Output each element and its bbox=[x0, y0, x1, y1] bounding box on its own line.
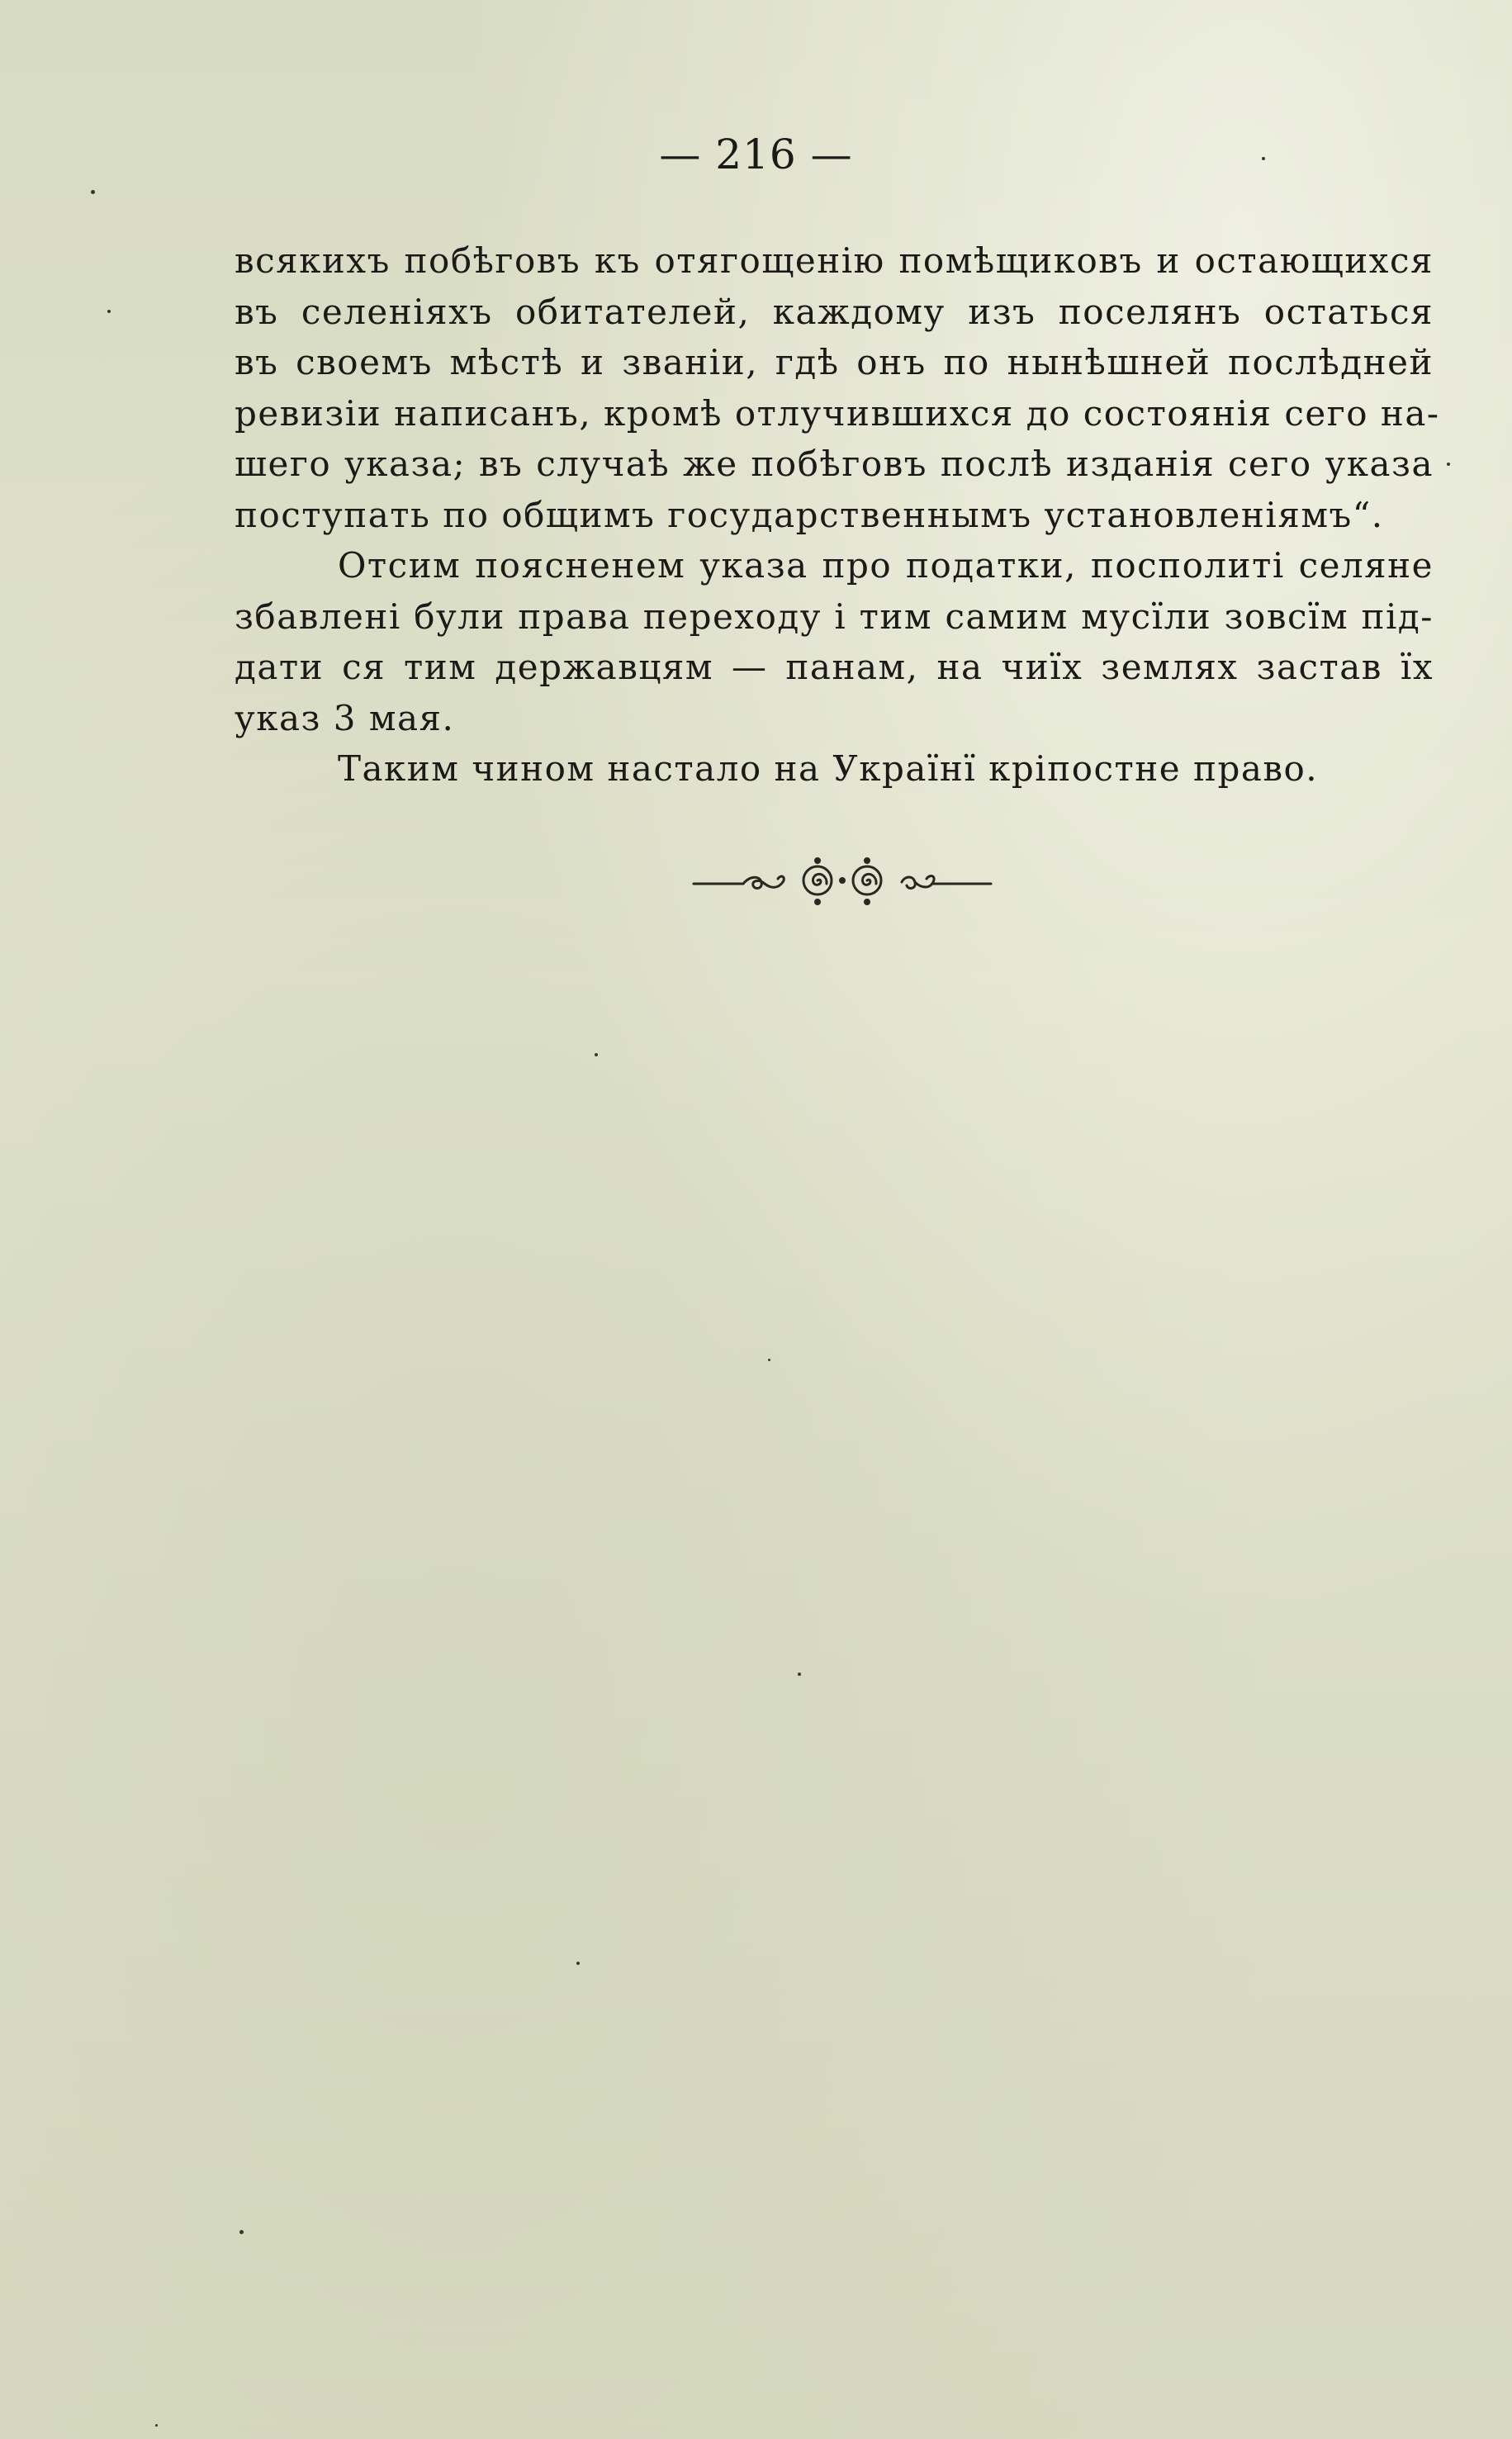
paragraph-start-line: Таким чином настало на Українї кріпостне право. bbox=[338, 748, 1319, 789]
body-text bbox=[235, 235, 1440, 795]
text-line: збавлені були права переходу і тим самим мусїли зовсїм під- bbox=[235, 596, 1434, 637]
text-line: указ 3 мая. bbox=[235, 697, 455, 738]
flourish-ornament-icon bbox=[685, 851, 999, 909]
text-line: всякихъ побѣговъ къ отягощенію помѣщиковъ и остающихся bbox=[235, 240, 1434, 281]
paper-speck bbox=[1262, 157, 1265, 160]
paper-speck bbox=[1447, 463, 1450, 466]
page-number: — 216 — bbox=[659, 130, 853, 178]
text-line: ревизіи написанъ, кромѣ отлучившихся до состоянія сего на- bbox=[235, 392, 1440, 434]
text-line: дати ся тим державцям — панам, на чиїх землях застав їх bbox=[235, 647, 1434, 687]
text-line: въ своемъ мѣстѣ и званіи, гдѣ онъ по нынѣшней послѣдней bbox=[235, 342, 1434, 382]
paper-speck bbox=[91, 190, 95, 194]
paragraph-start-line: Отсим поясненем указа про податки, посполиті селяне bbox=[338, 545, 1434, 586]
paper-speck bbox=[239, 2230, 244, 2234]
text-line: въ селеніяхъ обитателей, каждому изъ поселянъ остаться bbox=[235, 291, 1434, 332]
paper-speck bbox=[595, 1053, 598, 1056]
paper-speck bbox=[107, 310, 111, 313]
paper-speck bbox=[768, 1359, 770, 1361]
text-line: поступать по общимъ государственнымъ установленіямъ“. bbox=[235, 494, 1384, 535]
text-line: шего указа; въ случаѣ же побѣговъ послѣ изданія сего указа bbox=[235, 444, 1434, 484]
paper-speck bbox=[798, 1673, 801, 1676]
paper-speck bbox=[576, 1962, 580, 1965]
paper-speck bbox=[155, 2424, 158, 2427]
